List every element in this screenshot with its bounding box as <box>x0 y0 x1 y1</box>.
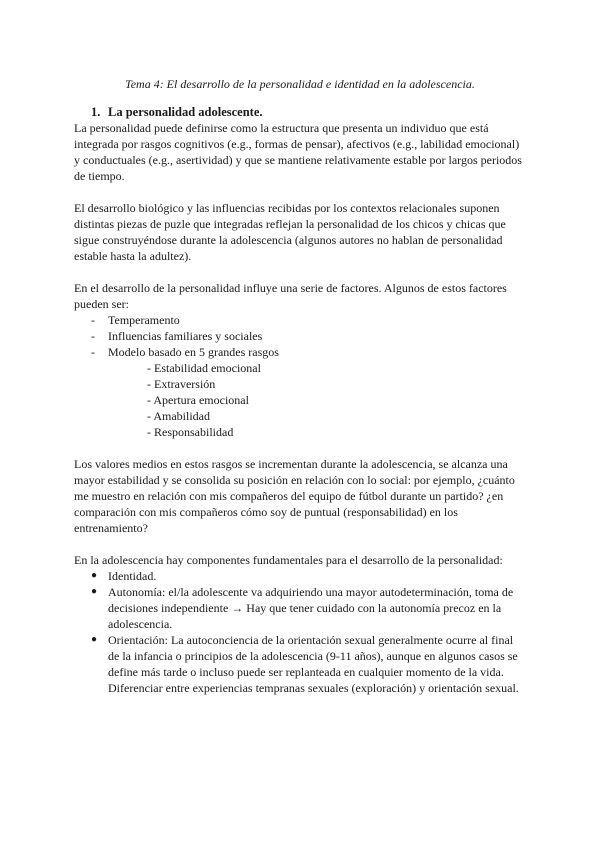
paragraph-biological-development <box>74 200 528 264</box>
bullet-line: decisiones independiente → Hay que tener cuidado con la autonomía precoz en la <box>108 601 502 615</box>
bullet-marker: ● <box>91 634 98 645</box>
sublist-item-trait: - Estabilidad emocional <box>147 361 261 375</box>
dash-marker: - <box>91 313 95 327</box>
bullet-line: adolescencia. <box>108 617 173 631</box>
paragraph-line: comparación con mis compañeros cómo soy de puntual (responsabilidad) en los <box>74 505 458 519</box>
paragraph-line: El desarrollo biológico y las influencias recibidas por los contextos relacionales suponen <box>74 201 500 215</box>
list-item-text: Influencias familiares y sociales <box>108 329 263 343</box>
paragraph-line: de tiempo. <box>74 169 125 183</box>
list-item-text: Temperamento <box>108 313 180 327</box>
list-item-text: Modelo basado en 5 grandes rasgos <box>108 345 279 359</box>
section-number: 1. <box>91 105 101 119</box>
paragraph-line: mayor estabilidad y se consolida su posición en relación con lo social: por ejemplo, ¿cuánto <box>74 473 515 487</box>
bullet-line: Diferenciar entre experiencias tempranas sexuales (exploración) y orientación sexual. <box>108 681 519 695</box>
paragraph-mean-values <box>74 456 528 536</box>
document-title: Tema 4: El desarrollo de la personalidad e identidad en la adolescencia. <box>125 77 475 91</box>
section-heading <box>91 104 263 120</box>
bullet-line: Autonomía: el/la adolescente va adquiriendo una mayor autodeterminación, toma de <box>108 585 514 599</box>
bullet-line: Orientación: La autoconciencia de la orientación sexual generalmente ocurre al final <box>108 633 514 647</box>
sublist-item-trait: - Amabilidad <box>147 409 210 423</box>
section-heading-text: La personalidad adolescente. <box>108 105 263 119</box>
paragraph-line: sigue construyéndose durante la adolescencia (algunos autores no hablan de personalidad <box>74 233 503 247</box>
paragraph-line: En el desarrollo de la personalidad influye una serie de factores. Algunos de estos factores <box>74 281 507 295</box>
bullet-line: Identidad. <box>108 569 157 583</box>
paragraph-line: entrenamiento? <box>74 521 148 535</box>
bullet-marker: ● <box>91 570 98 581</box>
paragraph-components-intro <box>74 552 528 568</box>
bullet-line: define más tarde o incluso puede ser replanteada en cualquier momento de la vida. <box>108 665 504 679</box>
paragraph-line: estable hasta la adultez). <box>74 249 192 263</box>
paragraph-line: Los valores medios en estos rasgos se incrementan durante la adolescencia, se alcanza una <box>74 457 508 471</box>
paragraph-definition <box>74 120 528 184</box>
bullet-line: de la infancia o principios de la adolescencia (9-11 años), aunque en algunos casos se <box>108 649 518 663</box>
paragraph-line: La personalidad puede definirse como la estructura que presenta un individuo que está <box>74 121 489 135</box>
paragraph-line: y conductuales (e.g., asertividad) y que se mantiene relativamente estable por largos periodos <box>74 153 522 167</box>
paragraph-line: distintas piezas de puzle que integradas reflejan la personalidad de los chicos y chicas que <box>74 217 506 231</box>
paragraph-line: pueden ser: <box>74 297 129 311</box>
paragraph-line: En la adolescencia hay componentes fundamentales para el desarrollo de la personalidad: <box>74 553 503 567</box>
paragraph-line: me muestro en relación con mis compañeros del equipo de fútbol durante un partido? ¿en <box>74 489 504 503</box>
sublist-item-trait: - Extraversión <box>147 377 216 391</box>
sublist-item-trait: - Apertura emocional <box>147 393 249 407</box>
paragraph-factors-intro <box>74 280 528 312</box>
sublist-item-trait: - Responsabilidad <box>147 425 234 439</box>
dash-marker: - <box>91 329 95 343</box>
dash-marker: - <box>91 345 95 359</box>
bullet-marker: ● <box>91 586 98 597</box>
paragraph-line: integrada por rasgos cognitivos (e.g., formas de pensar), afectivos (e.g., labilidad emocional) <box>74 137 520 151</box>
